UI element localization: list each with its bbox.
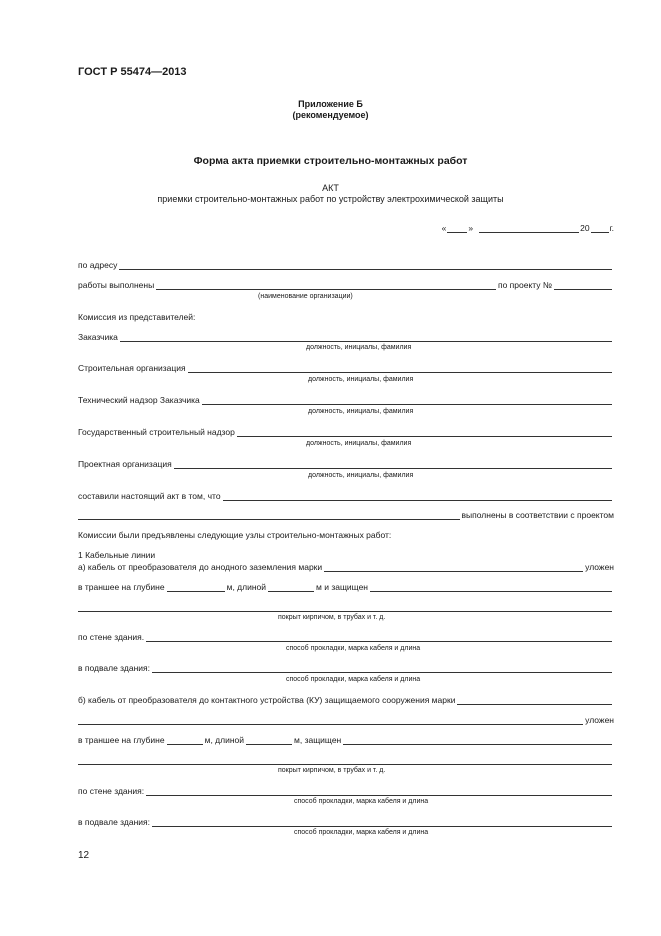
customer-caption: должность, инициалы, фамилия (306, 344, 412, 351)
wall-a-blank (146, 633, 612, 642)
compiled-blank (223, 492, 612, 501)
accordance-blank (78, 511, 460, 520)
cable-a-row (78, 561, 614, 572)
cable-b-blank (457, 696, 612, 705)
basement-a-blank (152, 664, 612, 673)
page-number: 12 (78, 850, 90, 861)
cable-b-row (78, 694, 614, 705)
address-row (78, 259, 614, 270)
trench-a-depth-blank (167, 583, 225, 592)
act-subtitle: приемки строительно-монтажных работ по устройству электрохимической защиты (157, 194, 504, 204)
commission-label: Комиссия из представителей: (78, 312, 196, 322)
works-blank (156, 281, 496, 290)
brick-a-caption: покрыт кирпичом, в трубах и т. д. (278, 614, 386, 621)
cable-b-label: б) кабель от преобразователя до контактного устройства (КУ) защищаемого сооружения марки (78, 695, 456, 705)
appendix-heading (0, 99, 661, 121)
customer-blank (120, 333, 612, 342)
cable-a-label: а) кабель от преобразователя до анодного заземления марки (78, 562, 323, 572)
builder-row (78, 362, 614, 373)
act-heading (0, 183, 661, 205)
date-open-quote: « (441, 223, 447, 233)
cable-a-laid: уложен (585, 562, 614, 572)
state-supervision-row (78, 426, 614, 437)
trench-a-length-blank (268, 583, 314, 592)
basement-b-blank (152, 818, 612, 827)
wall-a-caption: способ прокладки, марка кабеля и длина (286, 645, 421, 652)
tech-supervision-caption: должность, инициалы, фамилия (308, 408, 414, 415)
accordance-label: выполнены в соответствии с проектом (461, 510, 614, 520)
address-label: по адресу (78, 260, 118, 270)
act-title: АКТ (322, 183, 339, 193)
design-org-label: Проектная организация (78, 459, 172, 469)
brick-b-blank (78, 756, 612, 765)
cable-b-cont-blank (78, 716, 583, 725)
brick-b-row (78, 754, 614, 765)
brick-b-caption: покрыт кирпичом, в трубах и т. д. (278, 767, 386, 774)
wall-b-label: по стене здания: (78, 786, 145, 796)
tech-supervision-row (78, 394, 614, 405)
works-label: работы выполнены (78, 280, 155, 290)
date-line (442, 222, 614, 233)
trench-a-protected-blank (370, 583, 612, 592)
works-row (78, 279, 614, 290)
cable-b-laid: уложен (585, 715, 614, 725)
wall-b-caption: способ прокладки, марка кабеля и длина (294, 798, 429, 805)
basement-b-row (78, 816, 614, 827)
compiled-label: составили настоящий акт в том, что (78, 491, 221, 501)
compiled-row (78, 490, 614, 501)
builder-label: Строительная организация (78, 363, 186, 373)
tech-supervision-blank (202, 396, 612, 405)
basement-a-row (78, 662, 614, 673)
project-label: по проекту № (497, 280, 552, 290)
state-supervision-blank (237, 428, 612, 437)
section1-title-row (78, 549, 614, 560)
date-close-quote: » (468, 223, 474, 233)
basement-a-label: в подвале здания: (78, 663, 150, 673)
trench-b-row (78, 734, 614, 745)
tech-supervision-label: Технический надзор Заказчика (78, 395, 200, 405)
state-supervision-label: Государственный строительный надзор (78, 427, 235, 437)
accordance-row (78, 509, 614, 520)
standard-code: ГОСТ Р 55474—2013 (78, 66, 187, 78)
commission-row (78, 311, 614, 322)
form-title: Форма акта приемки строительно-монтажных работ (193, 155, 468, 167)
design-org-row (78, 458, 614, 469)
year-prefix: 20 (580, 223, 590, 233)
wall-a-row (78, 631, 614, 642)
org-caption: (наименование организации) (258, 293, 353, 300)
address-blank (119, 261, 612, 270)
year-suffix: г. (609, 223, 614, 233)
wall-b-row (78, 785, 614, 796)
trench-b-length-label: м, длиной (204, 735, 244, 745)
cable-b-cont-row (78, 714, 614, 725)
design-org-blank (174, 460, 612, 469)
presented-row (78, 529, 614, 540)
builder-caption: должность, инициалы, фамилия (308, 376, 414, 383)
basement-b-label: в подвале здания: (78, 817, 150, 827)
project-blank (554, 281, 612, 290)
trench-a-row (78, 581, 614, 592)
basement-a-caption: способ прокладки, марка кабеля и длина (286, 676, 421, 683)
wall-a-label: по стене здания. (78, 632, 145, 642)
month-blank (479, 224, 579, 233)
wall-b-blank (146, 787, 612, 796)
trench-a-label: в траншее на глубине (78, 582, 165, 592)
trench-b-depth-blank (167, 736, 203, 745)
brick-a-blank (78, 603, 612, 612)
day-blank (447, 224, 467, 233)
year-blank (591, 224, 609, 233)
cable-a-blank (324, 563, 583, 572)
trench-b-protected-label: м, защищен (294, 735, 342, 745)
appendix-label: Приложение Б (298, 99, 363, 109)
trench-a-length-label: м, длиной (226, 582, 266, 592)
basement-b-caption: способ прокладки, марка кабеля и длина (294, 829, 429, 836)
appendix-status: (рекомендуемое) (292, 110, 369, 120)
builder-blank (188, 364, 612, 373)
design-org-caption: должность, инициалы, фамилия (308, 472, 414, 479)
brick-a-row (78, 601, 614, 612)
trench-b-label: в траншее на глубине (78, 735, 165, 745)
customer-row (78, 331, 614, 342)
presented-label: Комиссии были предъявлены следующие узлы строительно-монтажных работ: (78, 530, 392, 540)
state-supervision-caption: должность, инициалы, фамилия (306, 440, 412, 447)
trench-a-protected-label: м и защищен (316, 582, 369, 592)
section1-title: 1 Кабельные линии (78, 550, 156, 560)
customer-label: Заказчика (78, 332, 118, 342)
trench-b-length-blank (246, 736, 292, 745)
trench-b-protected-blank (343, 736, 612, 745)
